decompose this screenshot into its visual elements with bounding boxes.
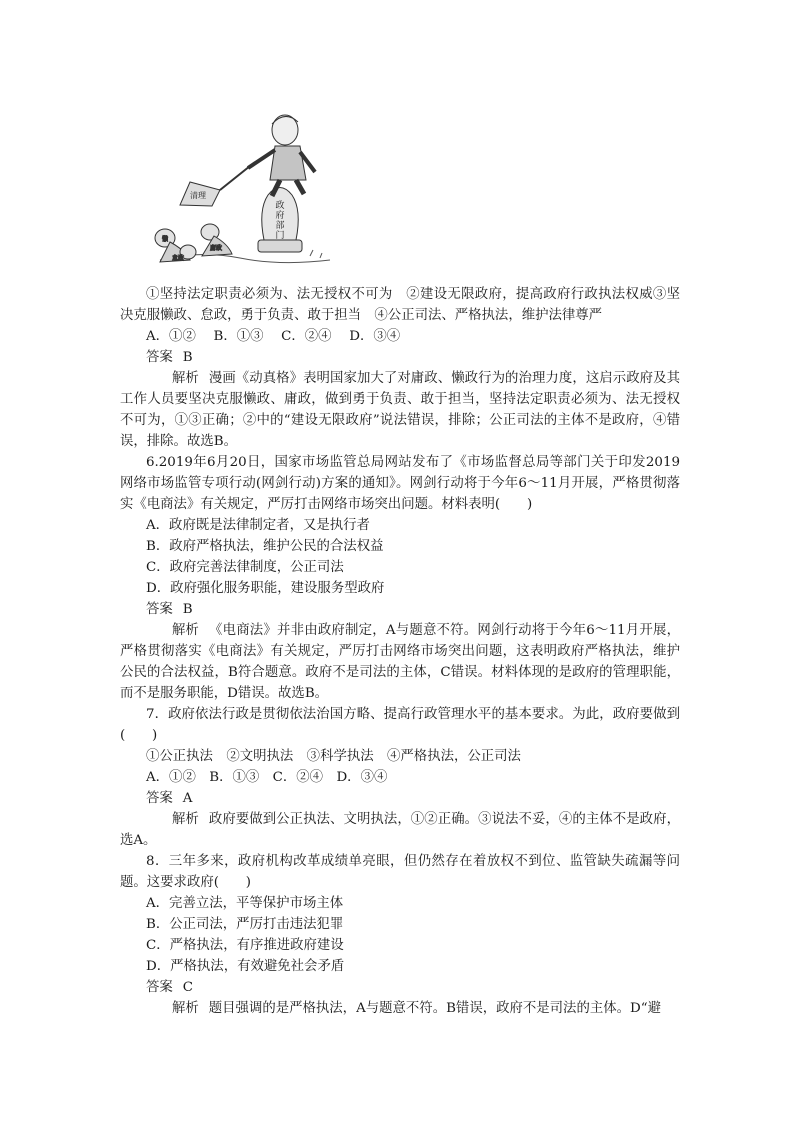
answer-value: B <box>182 602 193 617</box>
document-body <box>120 284 680 1019</box>
q7-answer <box>120 788 680 809</box>
fallen-figures <box>155 224 232 262</box>
q6-option-c: C．政府完善法律制度，公正司法 <box>146 560 344 575</box>
svg-text:清理: 清理 <box>190 191 206 200</box>
svg-text:部: 部 <box>275 221 285 231</box>
q8-option-b: B．公正司法，严厉打击违法犯罪 <box>146 917 344 932</box>
svg-text:府: 府 <box>275 211 285 221</box>
answer-label: 答案 <box>146 980 173 995</box>
analysis-text: 政府要做到公正执法、文明执法，①②正确。③说法不妥，④的主体不是政府，选A。 <box>120 812 680 848</box>
q7-statements: ①公正执法 ②文明执法 ③科学执法 ④严格执法，公正司法 <box>146 749 521 764</box>
svg-text:政: 政 <box>275 201 285 211</box>
answer-label: 答案 <box>146 602 173 617</box>
analysis-label: 解析 <box>172 623 199 638</box>
analysis-label: 解析 <box>172 1001 199 1016</box>
q6-option-a: A．政府既是法律制定者，又是执行者 <box>146 518 370 533</box>
q8-option-d: D．严格执法，有效避免社会矛盾 <box>146 959 345 974</box>
q5-options: A．①② B．①③ C．②④ D．③④ <box>146 329 401 344</box>
answer-value: A <box>182 791 193 806</box>
q7-options: A．①② B．①③ C．②④ D．③④ <box>146 770 388 785</box>
analysis-text: 漫画《动真格》表明国家加大了对庸政、懒政行为的治理力度，这启示政府及其工作人员要坚决克服懒政、庸政，做到勇于负责、敢于担当，坚持法定职责必须为、法无授权不可为，①③正确；②中的“建设无限政府”说法错误，排除；公正司法的主体不是政府，④错误，排除。故选B。 <box>120 371 680 449</box>
q8-stem: 8．三年多来，政府机构改革成绩单亮眼，但仍然存在着放权不到位、监管缺失疏漏等问题。这要求政府( ) <box>120 854 680 890</box>
svg-text:怠政: 怠政 <box>171 255 185 262</box>
q8-answer <box>120 977 680 998</box>
q8-option-a: A．完善立法，平等保护市场主体 <box>146 896 344 911</box>
q6-analysis <box>120 620 680 704</box>
answer-label: 答案 <box>146 791 173 806</box>
svg-text:懒: 懒 <box>161 236 169 243</box>
q8-analysis <box>120 998 680 1019</box>
official-figure <box>248 115 315 196</box>
broom <box>180 166 250 206</box>
government-pillar <box>258 188 302 253</box>
answer-value: C <box>182 980 194 995</box>
analysis-label: 解析 <box>172 371 199 386</box>
answer-label: 答案 <box>146 350 173 365</box>
analysis-label: 解析 <box>172 812 199 827</box>
q6-answer <box>120 599 680 620</box>
svg-text:庸政: 庸政 <box>209 245 223 252</box>
q5-analysis <box>120 368 680 452</box>
analysis-text: 《电商法》并非由政府制定，A与题意不符。网剑行动将于今年6～11月开展，严格贯彻落实《电商法》有关规定，严厉打击网络市场突出问题，这表明政府严格执法，维护公民的合法权益，B符合题意。政府不是司法的主体，C错误。材料体现的是政府的管理职能，而不是服务职能，D错误。故选B。 <box>120 623 680 701</box>
analysis-text: 题目强调的是严格执法，A与题意不符。B错误，政府不是司法的主体。D“避 <box>208 1001 661 1016</box>
svg-text:门: 门 <box>275 231 285 241</box>
cartoon-illustration <box>140 110 340 270</box>
q7-stem: 7．政府依法行政是贯彻依法治国方略、提高行政管理水平的基本要求。为此，政府要做到( ) <box>120 707 680 743</box>
q6-option-b: B．政府严格执法，维护公民的合法权益 <box>146 539 384 554</box>
q5-statements: ①坚持法定职责必须为、法无授权不可为 ②建设无限政府，提高政府行政执法权威③坚决克服懒政、怠政，勇于负责、敢于担当 ④公正司法、严格执法，维护法律尊严 <box>120 287 680 323</box>
q6-option-d: D．政府强化服务职能，建设服务型政府 <box>146 581 385 596</box>
q7-analysis <box>120 809 680 851</box>
answer-value: B <box>182 350 193 365</box>
q5-answer <box>120 347 680 368</box>
q8-option-c: C．严格执法，有序推进政府建设 <box>146 938 344 953</box>
q6-stem: 6.2019年6月20日，国家市场监管总局网站发布了《市场监督总局等部门关于印发2019网络市场监管专项行动(网剑行动)方案的通知》。网剑行动将于今年6～11月开展，严格贯彻落实《电商法》有关规定，严厉打击网络市场突出问题。材料表明( ) <box>120 455 680 512</box>
